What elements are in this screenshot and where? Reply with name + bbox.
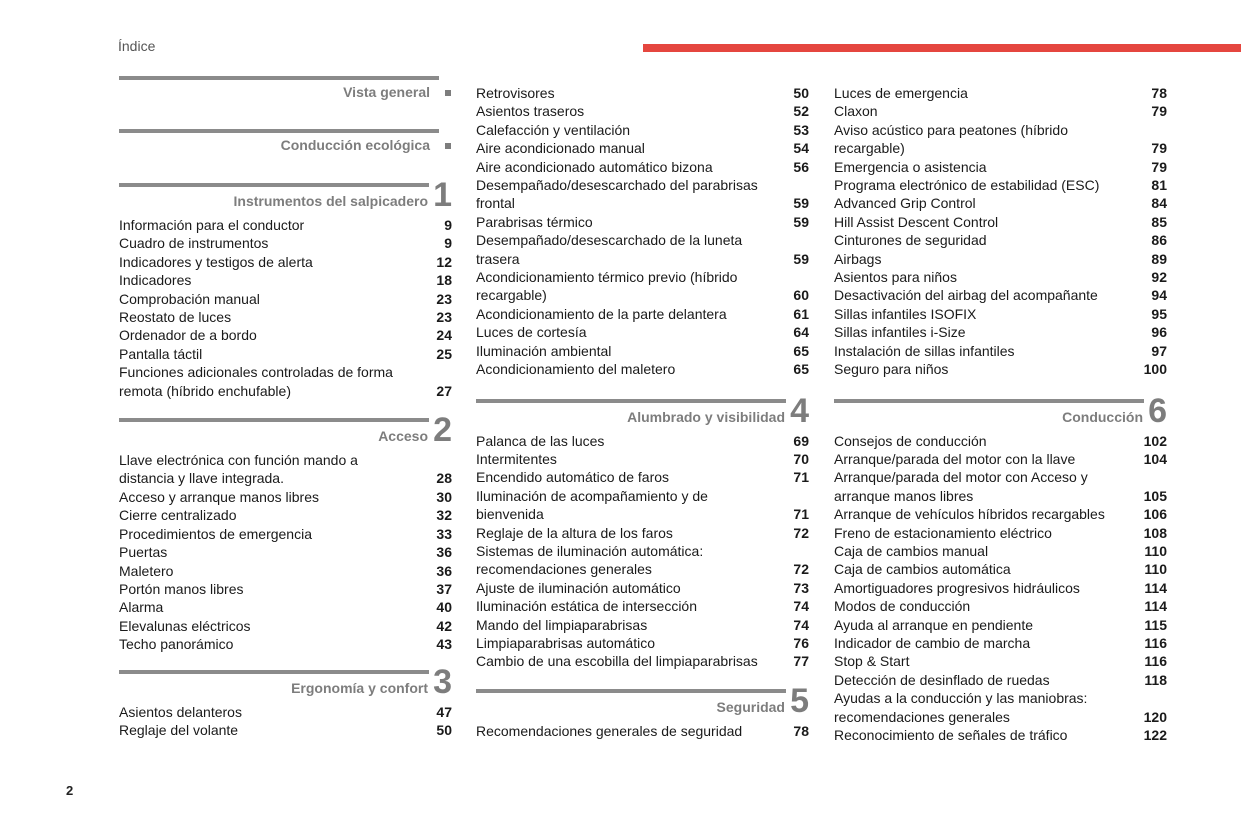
entry-page-number: 97 [1151,342,1167,359]
toc-entry[interactable] [476,102,809,120]
entry-page-number: 104 [1143,450,1167,467]
entry-page-number: 78 [793,722,809,739]
entry-title: Desempañado/desescarchado del parabrisas frontal [476,177,758,212]
entry-title: Acceso y arranque manos libres [119,488,319,505]
toc-section [834,84,1167,379]
entry-title: Desempañado/desescarchado de la luneta trasera [476,232,743,267]
entry-title: Acondicionamiento térmico previo (híbrido recargable) [476,269,738,304]
entry-title: Mando del limpiaparabrisas [476,616,648,633]
entry-title: Freno de estacionamiento eléctrico [834,524,1052,541]
section-title[interactable]: Ergonomía y confort [291,679,428,696]
entry-title: Calefacción y ventilación [476,121,631,138]
section-header [476,391,809,432]
entry-page-number: 36 [436,562,452,579]
toc-entry[interactable] [834,689,1167,726]
entry-title: Ayudas a la conducción y las maniobras: recomendaciones generales [834,690,1088,725]
entry-page-number: 73 [793,579,809,596]
section-divider [476,399,786,403]
toc-entry[interactable] [476,139,809,157]
toc-entry[interactable] [834,121,1167,158]
toc-entry[interactable] [834,432,1167,450]
toc-entry[interactable] [119,253,452,271]
toc-entry[interactable] [834,468,1167,505]
entry-title: Desactivación del airbag del acompañante [834,287,1098,304]
toc-entry[interactable] [476,305,809,323]
entry-page-number: 94 [1151,287,1167,304]
toc-section [119,76,452,111]
entry-page-number: 33 [436,525,452,542]
toc-entry[interactable] [834,194,1167,212]
entry-page-number: 106 [1143,506,1167,523]
entry-title: Claxon [834,103,878,120]
entry-title: Emergencia o asistencia [834,158,987,175]
entry-title: Indicador de cambio de marcha [834,634,1031,651]
entry-page-number: 79 [1151,158,1167,175]
entry-title: Portón manos libres [119,580,244,597]
entry-title: Indicadores y testigos de alerta [119,253,313,270]
entry-title: Sillas infantiles ISOFIX [834,305,977,322]
toc-entry[interactable] [476,176,809,213]
square-bullet-icon [445,143,451,149]
entry-page-number: 53 [793,121,809,138]
entry-page-number: 78 [1151,85,1167,101]
toc-entry[interactable] [834,579,1167,597]
toc-entry[interactable] [119,703,452,721]
entry-page-number: 25 [436,345,452,362]
entry-title: Luces de cortesía [476,324,587,341]
toc-entry[interactable] [476,432,809,450]
toc-entry[interactable] [834,524,1167,542]
entry-page-number: 84 [1151,195,1167,212]
entry-title: Amortiguadores progresivos hidráulicos [834,579,1080,596]
toc-entry[interactable] [476,121,809,139]
entry-title: Alarma [119,599,164,616]
entry-title: Airbags [834,250,882,267]
entry-title: Reglaje del volante [119,721,239,738]
toc-entry[interactable] [476,616,809,634]
section-divider [476,689,786,693]
section-title[interactable]: Conducción ecológica [280,137,430,153]
toc-entry[interactable] [119,451,452,488]
section-header [119,129,452,164]
toc-entry[interactable] [476,524,809,542]
entry-page-number: 32 [436,507,452,524]
entry-title: Aviso acústico para peatones (híbrido recargable) [834,121,1068,157]
toc-entry[interactable] [834,286,1167,304]
toc-entry[interactable] [834,616,1167,634]
section-divider [119,670,429,674]
toc-entry[interactable] [834,305,1167,323]
entry-title: Arranque de vehículos híbridos recargables [834,506,1105,523]
section-number: 1 [433,176,452,214]
entry-page-number: 102 [1143,432,1167,449]
toc-entry[interactable] [119,234,452,252]
entry-page-number: 96 [1151,324,1167,341]
entry-page-number: 50 [436,721,452,738]
toc-entry[interactable] [834,342,1167,360]
entry-page-number: 59 [793,250,809,267]
toc-entry[interactable] [476,342,809,360]
entry-title: Indicadores [119,272,192,289]
entry-page-number: 59 [793,213,809,230]
toc-entry[interactable] [119,506,452,524]
entry-page-number: 110 [1144,561,1167,578]
entry-page-number: 95 [1151,305,1167,322]
toc-section [834,391,1167,745]
toc-column-1 [119,76,452,739]
entry-title: Comprobación manual [119,290,260,307]
entry-page-number: 9 [444,217,452,233]
header-accent-bar [643,44,1241,52]
page-number: 2 [66,783,74,798]
entry-title: Iluminación ambiental [476,342,612,359]
entry-title: Cambio de una escobilla del limpiaparabrisas [476,653,758,670]
entry-page-number: 74 [793,616,809,633]
entry-page-number: 50 [793,85,809,101]
toc-entry[interactable] [119,543,452,561]
entry-title: Seguro para niños [834,361,949,378]
entry-page-number: 23 [436,290,452,307]
entry-title: Información para el conductor [119,217,305,233]
toc-entry[interactable] [119,635,452,653]
entry-title: Sistemas de iluminación automática: recomendaciones generales [476,542,704,578]
entry-title: Arranque/parada del motor con Acceso y arranque manos libres [834,469,1088,504]
entry-title: Advanced Grip Control [834,195,976,212]
toc-entry[interactable] [834,542,1167,560]
entry-title: Llave electrónica con función mando a distancia y llave integrada. [119,452,358,487]
entry-page-number: 79 [1151,140,1167,157]
toc-entry[interactable] [476,468,809,486]
square-bullet-icon [445,90,451,96]
entry-title: Pantalla táctil [119,345,203,362]
entry-page-number: 100 [1143,361,1167,378]
entry-page-number: 114 [1144,579,1167,596]
toc-entry[interactable] [119,216,452,234]
toc-entry[interactable] [119,345,452,363]
toc-entry[interactable] [834,634,1167,652]
entry-title: Limpiaparabrisas automático [476,634,655,651]
toc-entry[interactable] [476,652,809,670]
entry-title: Caja de cambios manual [834,542,989,559]
entry-title: Acondicionamiento de la parte delantera [476,305,727,322]
entry-title: Iluminación estática de intersección [476,598,698,615]
toc-section [119,411,452,653]
entry-page-number: 47 [436,703,452,720]
entry-page-number: 36 [436,544,452,561]
toc-entry[interactable] [119,562,452,580]
section-header [119,76,452,111]
entry-title: Ordenador de a bordo [119,327,257,344]
entry-page-number: 69 [793,432,809,449]
section-header [834,391,1167,432]
entry-page-number: 27 [436,382,452,399]
entry-title: Encendido automático de faros [476,469,670,486]
entry-page-number: 74 [793,598,809,615]
entry-page-number: 116 [1144,653,1167,670]
section-title[interactable]: Instrumentos del salpicadero [233,193,428,209]
toc-entry[interactable] [834,176,1167,194]
entry-page-number: 92 [1151,269,1167,286]
section-number: 2 [433,411,452,450]
section-divider [119,183,429,187]
entry-title: Procedimientos de emergencia [119,525,312,542]
entry-page-number: 30 [436,488,452,505]
page-header-title: Índice [118,38,156,54]
toc-entry[interactable] [119,308,452,326]
entry-title: Reconocimiento de señales de tráfico [834,727,1068,743]
section-number: 3 [433,662,452,701]
entry-title: Reglaje de la altura de los faros [476,524,673,541]
entry-title: Palanca de las luces [476,432,605,449]
entry-page-number: 120 [1143,708,1167,725]
section-title[interactable]: Vista general [343,84,430,100]
entry-page-number: 118 [1144,671,1167,688]
section-divider [119,418,429,422]
section-header [119,176,452,216]
entry-title: Sillas infantiles i-Size [834,324,966,341]
entry-page-number: 72 [793,561,809,578]
toc-entry[interactable] [119,488,452,506]
entry-title: Luces de emergencia [834,85,968,101]
entry-title: Aire acondicionado automático bizona [476,158,713,175]
toc-entry[interactable] [476,597,809,615]
toc-entry[interactable] [119,290,452,308]
toc-entry[interactable] [476,231,809,268]
toc-entry[interactable] [834,450,1167,468]
entry-title: Aire acondicionado manual [476,140,645,157]
toc-entry[interactable] [476,268,809,305]
toc-entry[interactable] [834,231,1167,249]
entry-page-number: 23 [436,309,452,326]
toc-entry[interactable] [834,84,1167,102]
entry-title: Parabrisas térmico [476,213,593,230]
entry-page-number: 115 [1144,616,1167,633]
entry-page-number: 86 [1151,232,1167,249]
toc-entry[interactable] [476,722,809,740]
section-title[interactable]: Alumbrado y visibilidad [627,408,785,425]
entry-page-number: 40 [436,599,452,616]
entry-title: Arranque/parada del motor con la llave [834,450,1076,467]
toc-entry[interactable] [119,598,452,616]
entry-page-number: 60 [793,287,809,304]
toc-section [119,662,452,740]
section-header [119,411,452,451]
toc-entry[interactable] [834,268,1167,286]
entry-page-number: 56 [793,158,809,175]
entry-page-number: 105 [1143,487,1167,504]
entry-title: Asientos delanteros [119,703,242,720]
toc-entry[interactable] [476,487,809,524]
section-title[interactable]: Seguridad [716,698,785,715]
entry-title: Instalación de sillas infantiles [834,342,1015,359]
entry-page-number: 28 [436,470,452,487]
entry-page-number: 79 [1151,103,1167,120]
toc-entry[interactable] [834,250,1167,268]
entry-title: Maletero [119,562,174,579]
entry-title: Puertas [119,544,168,561]
entry-page-number: 70 [793,450,809,467]
toc-entry[interactable] [476,84,809,102]
entry-page-number: 72 [793,524,809,541]
entry-page-number: 59 [793,195,809,212]
toc-entry[interactable] [119,363,452,400]
section-number: 4 [790,391,809,430]
toc-entry[interactable] [834,505,1167,523]
entry-title: Consejos de conducción [834,432,987,449]
entry-page-number: 71 [793,469,809,486]
entry-title: Intermitentes [476,450,557,467]
toc-entry[interactable] [476,323,809,341]
entry-title: Techo panorámico [119,636,234,653]
toc-entry[interactable] [834,652,1167,670]
toc-entry[interactable] [476,579,809,597]
toc-entry[interactable] [119,721,452,739]
entry-page-number: 71 [793,506,809,523]
entry-title: Detección de desinflado de ruedas [834,671,1050,688]
toc-entry[interactable] [119,617,452,635]
section-divider [834,399,1144,403]
entry-title: Cuadro de instrumentos [119,235,269,252]
toc-entry[interactable] [476,158,809,176]
entry-page-number: 108 [1143,524,1167,541]
section-title[interactable]: Conducción [1062,408,1143,425]
section-divider [119,129,439,133]
toc-entry[interactable] [119,525,452,543]
entry-title: Ajuste de iluminación automático [476,579,681,596]
toc-entry[interactable] [119,271,452,289]
entry-page-number: 12 [436,253,452,270]
toc-section [476,681,809,740]
entry-page-number: 85 [1151,213,1167,230]
entry-title: Elevalunas eléctricos [119,617,251,634]
section-number: 6 [1148,391,1167,430]
toc-entry[interactable] [834,158,1167,176]
entry-title: Iluminación de acompañamiento y de bienvenida [476,487,708,523]
section-title[interactable]: Acceso [378,428,428,445]
toc-entry[interactable] [119,326,452,344]
entry-page-number: 9 [444,235,452,252]
toc-entry[interactable] [834,323,1167,341]
toc-section [119,129,452,164]
entry-title: Acondicionamiento del maletero [476,361,676,378]
toc-column-2 [476,76,809,740]
toc-entry[interactable] [476,634,809,652]
toc-section [476,391,809,671]
toc-entry[interactable] [476,213,809,231]
entry-page-number: 65 [793,361,809,378]
entry-title: Cierre centralizado [119,507,237,524]
entry-title: Ayuda al arranque en pendiente [834,616,1034,633]
entry-title: Modos de conducción [834,598,971,615]
entry-title: Cinturones de seguridad [834,232,987,249]
toc-entry[interactable] [476,450,809,468]
toc-entry[interactable] [476,542,809,579]
toc-column-3 [834,76,1167,744]
toc-section [119,176,452,400]
toc-entry[interactable] [834,213,1167,231]
toc-entry[interactable] [834,102,1167,120]
toc-entry[interactable] [476,360,809,378]
entry-page-number: 24 [436,327,452,344]
entry-page-number: 76 [793,634,809,651]
entry-page-number: 122 [1143,727,1167,743]
entry-page-number: 65 [793,342,809,359]
entry-page-number: 43 [436,636,452,653]
entry-title: Hill Assist Descent Control [834,213,999,230]
entry-title: Asientos traseros [476,103,585,120]
entry-title: Asientos para niños [834,269,957,286]
entry-title: Retrovisores [476,85,555,101]
section-header [476,681,809,722]
toc-entry[interactable] [834,671,1167,689]
entry-page-number: 116 [1144,634,1167,651]
entry-title: Funciones adicionales controladas de forma remota (híbrido enchufable) [119,364,393,399]
entry-page-number: 52 [793,103,809,120]
entry-page-number: 42 [436,617,452,634]
section-number: 5 [790,681,809,720]
entry-page-number: 54 [793,140,809,157]
section-divider [119,76,439,80]
entry-page-number: 81 [1151,177,1167,194]
entry-page-number: 18 [436,272,452,289]
entry-page-number: 61 [793,305,809,322]
toc-entry[interactable] [119,580,452,598]
entry-page-number: 77 [793,653,809,670]
entry-page-number: 64 [793,324,809,341]
toc-entry[interactable] [834,360,1167,378]
toc-entry[interactable] [834,726,1167,744]
entry-page-number: 89 [1151,250,1167,267]
entry-title: Recomendaciones generales de seguridad [476,722,743,739]
entry-title: Stop & Start [834,653,910,670]
entry-page-number: 114 [1144,598,1167,615]
entry-title: Reostato de luces [119,309,232,326]
entry-page-number: 110 [1144,542,1167,559]
section-header [119,662,452,703]
toc-section [476,84,809,379]
entry-page-number: 37 [436,580,452,597]
entry-title: Caja de cambios automática [834,561,1011,578]
toc-entry[interactable] [834,597,1167,615]
entry-title: Programa electrónico de estabilidad (ESC) [834,177,1100,194]
toc-entry[interactable] [834,560,1167,578]
